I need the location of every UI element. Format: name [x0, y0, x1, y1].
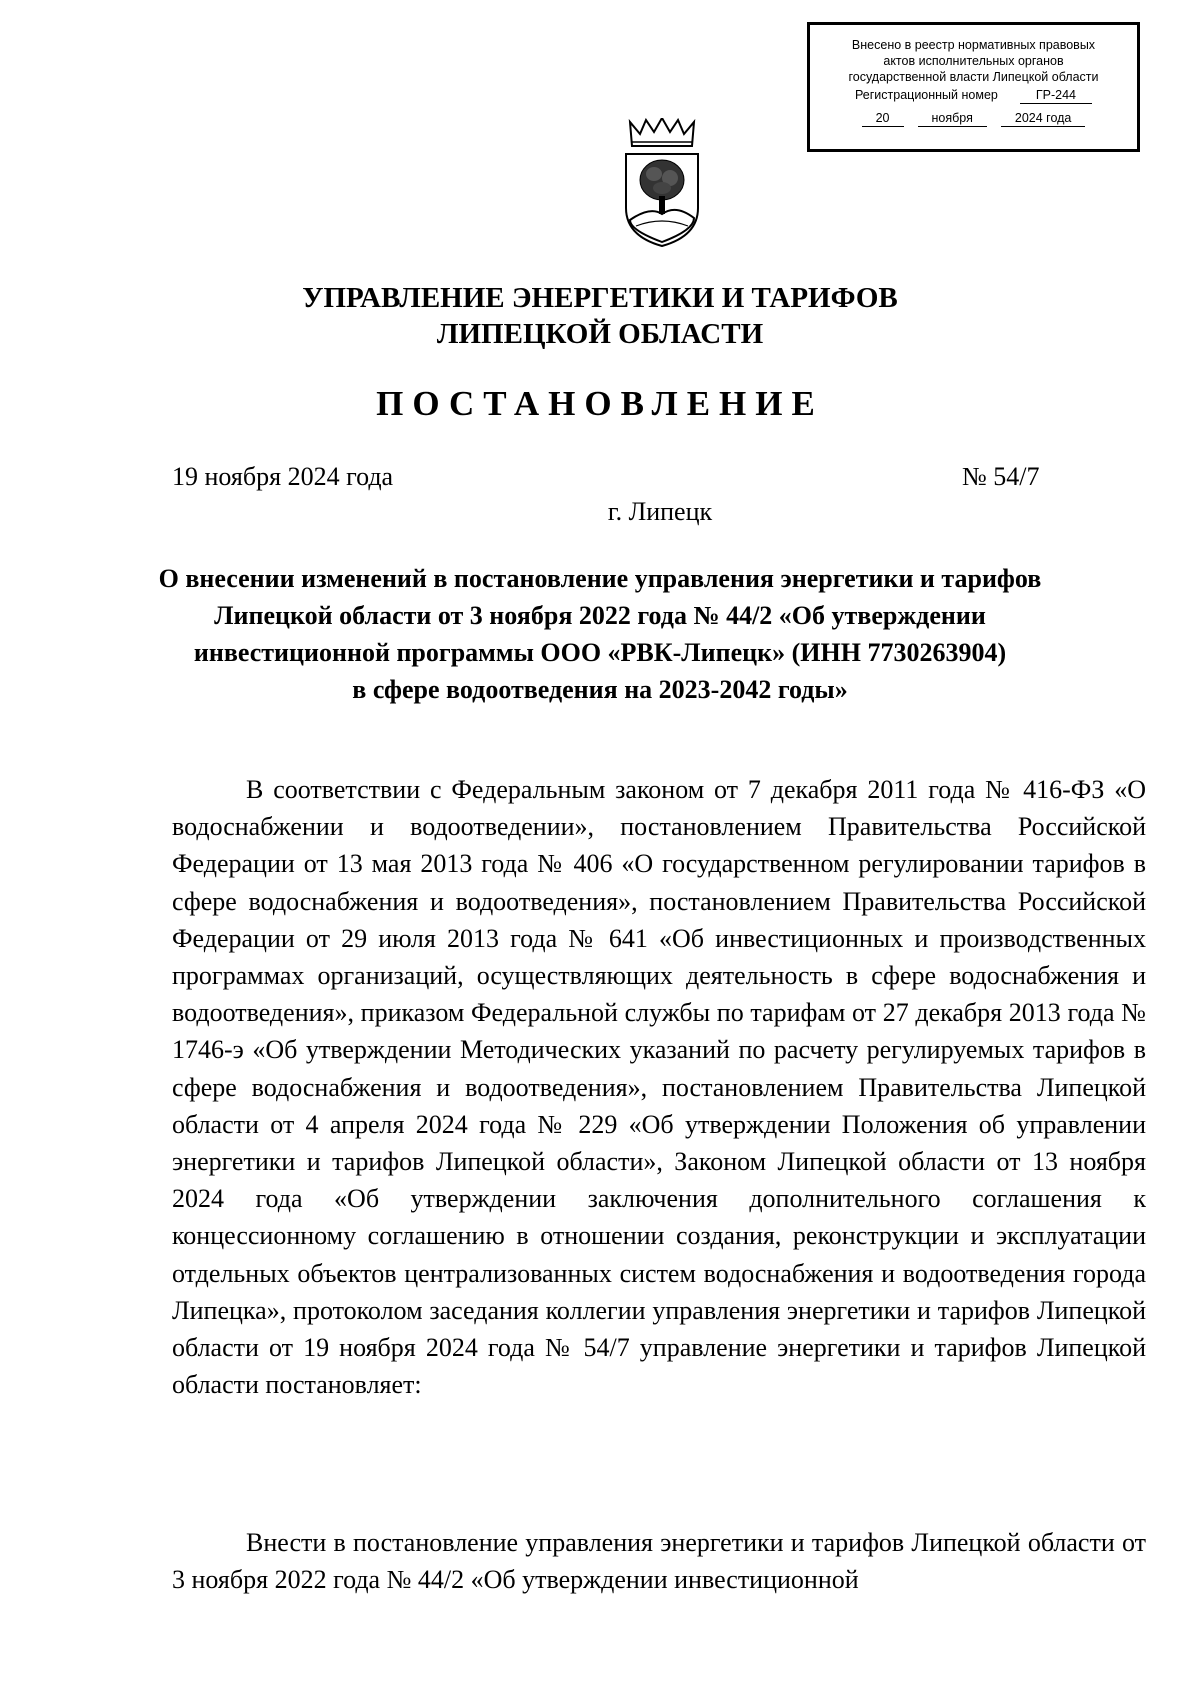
stamp-year: 2024 года [1001, 110, 1086, 127]
organization-name-line-1: УПРАВЛЕНИЕ ЭНЕРГЕТИКИ И ТАРИФОВ [302, 282, 898, 314]
stamp-registration-label: Регистрационный номер [855, 88, 998, 102]
title-line-2: Липецкой области от 3 ноября 2022 года № 44/2 «Об утверждении [214, 601, 986, 630]
stamp-registration-row [810, 87, 1137, 104]
body-paragraph-2: Внести в постановление управления энергетики и тарифов Липецкой области от 3 ноября 2022 года № 44/2 «Об утверждении инвестиционной [172, 1528, 1146, 1595]
stamp-date-row [810, 110, 1137, 127]
stamp-day: 20 [862, 110, 904, 127]
document-number: № 54/7 [962, 462, 1040, 491]
body-paragraph-1: В соответствии с Федеральным законом от 7 декабря 2011 года № 416-ФЗ «О водоснабжении и водоотведении», постановлением Правительства Российской Федерации от 13 мая 2013 года № 406 «О государственном регулировании тарифов в сфере водоснабжения и водоотведения», постановлением Правительства Российской Федерации от 29 июля 2013 года № 641 «Об инвестиционных и производственных программах организаций, осуществляющих деятельность в сфере водоснабжения и водоотведения», приказом Федеральной службы по тарифам от 27 декабря 2013 года № 1746-э «Об утверждении Методических указаний по расчету регулируемых тарифов в сфере водоснабжения и водоотведения», постановлением Правительства Липецкой области от 4 апреля 2024 года № 229 «Об утверждении Положения об управлении энергетики и тарифов Липецкой области», Законом Липецкой области от 13 ноября 2024 года «Об утверждении заключения дополнительного соглашения к концессионному соглашению в отношении создания, реконструкции и эксплуатации отдельных объектов централизованных систем водоснабжения и водоотведения города Липецка», протоколом заседания коллегии управления энергетики и тарифов Липецкой области от 19 ноября 2024 года № 54/7 управление энергетики и тарифов Липецкой области постановляет: [172, 775, 1146, 1400]
title-line-3: инвестиционной программы ООО «РВК-Липецк» (ИНН 7730263904) [193, 638, 1007, 667]
lipetsk-coat-of-arms-icon [620, 118, 704, 248]
stamp-line-2: актов исполнительных органов [883, 54, 1064, 68]
stamp-month: ноября [918, 110, 987, 127]
document-city: г. Липецк [607, 497, 713, 526]
stamp-line-3: государственной власти Липецкой области [848, 70, 1099, 84]
stamp-line-1: Внесено в реестр нормативных правовых [851, 38, 1096, 52]
document-date: 19 ноября 2024 года [172, 462, 394, 491]
document-title [0, 560, 1200, 708]
registry-stamp [807, 22, 1140, 152]
organization-name-line-2: ЛИПЕЦКОЙ ОБЛАСТИ [436, 318, 764, 350]
stamp-registration-number: ГР-244 [1020, 87, 1092, 104]
title-line-1: О внесении изменений в постановление управления энергетики и тарифов [158, 564, 1042, 593]
title-line-4: в сфере водоотведения на 2023-2042 годы» [352, 675, 848, 704]
organization-name [0, 280, 1200, 352]
document-type: ПОСТАНОВЛЕНИЕ [376, 384, 824, 423]
